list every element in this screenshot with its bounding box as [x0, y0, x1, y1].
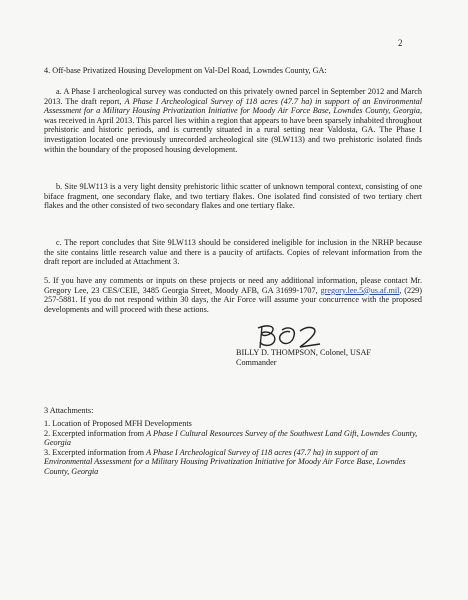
paragraph-b-text: b. Site 9LW113 is a very light density prehistoric lithic scatter of unknown temporal context, consisting of one biface fragment, one secondary flake, and two tertiary flakes. One isolated find consisted of two tertiary chert flakes and the other consisted of two secondary flakes and one tertiary flake. [44, 182, 422, 211]
attachment-3-prefix: 3. Excerpted information from [44, 447, 147, 457]
paragraph-b [44, 182, 422, 211]
item-5-intro: 5. If you have any comments or inputs on these projects or need any additional information, please contact Mr. Gregory Lee, 23 CES/CEIE, 3485 Georgia Street, Moody AFB, GA 31699-1707, [44, 276, 422, 295]
item-5-paragraph [44, 276, 422, 314]
signer-title: Commander [236, 357, 277, 367]
attachment-item-1: 1. Location of Proposed MFH Developments [44, 419, 192, 428]
paragraph-c-text: c. The report concludes that Site 9LW113 should be considered ineligible for inclusion in the NRHP because the site contains little research value and there is a paucity of artifacts. Copies of relevant information from the draft report are included at Attachment 3. [44, 238, 422, 267]
attachment-2-prefix: 2. Excerpted information from [44, 428, 147, 438]
attachment-item-3 [44, 448, 426, 477]
attachments-list [44, 419, 426, 477]
contact-email-link[interactable]: gregory.lee.5@us.af.mil [320, 285, 400, 295]
signature-block [236, 348, 371, 367]
attachment-2-title: A Phase I Cultural Resources Survey of the Southwest Land Gift, Lowndes County, Georgia [44, 428, 418, 448]
item-4-heading [44, 66, 422, 76]
paragraph-a [44, 87, 422, 154]
item-5-body: , (229) 257-5881. If you do not respond within 30 days, the Air Force will assume your concurrence with the proposed developments and will proceed with these actions. [44, 285, 422, 314]
paragraph-a-intro: a. A Phase I archeological survey was conducted on this privately owned parcel in September 2012 and March 2013. The draft report, [44, 87, 422, 106]
paragraph-a-report-title: A Phase I Archeological Survey of 118 acres (47.7 ha) in support of an Environmental Assessment for a Military Housing Privatization Initiative for Moody Air Force Base, Lowndes County, Georgia [44, 96, 422, 116]
attachment-3-title: A Phase I Archeological Survey of 118 acres (47.7 ha) in support of an Environmental Assessment for a Military Housing Privatization Initiative for Moody Air Force Base, Lowndes County, Georgia [44, 447, 406, 476]
attachments-heading: 3 Attachments: [44, 406, 94, 415]
page-number: 2 [398, 38, 403, 48]
paragraph-c [44, 238, 422, 267]
signer-name: BILLY D. THOMPSON, Colonel, USAF [236, 348, 371, 357]
paragraph-a-body: , was received in April 2013. This parcel lies within a region that appears to have been sparsely inhabited throughout prehistoric and historic periods, and is currently situated in a rural setting near Valdosta, GA. The Phase I investigation located one previously unrecorded archeological site (9LW113) and two prehistoric isolated finds within the boundary of the proposed housing development. [44, 106, 422, 154]
attachment-item-2 [44, 429, 426, 448]
item-4-text: 4. Off-base Privatized Housing Development on Val-Del Road, Lowndes County, GA: [44, 66, 327, 75]
